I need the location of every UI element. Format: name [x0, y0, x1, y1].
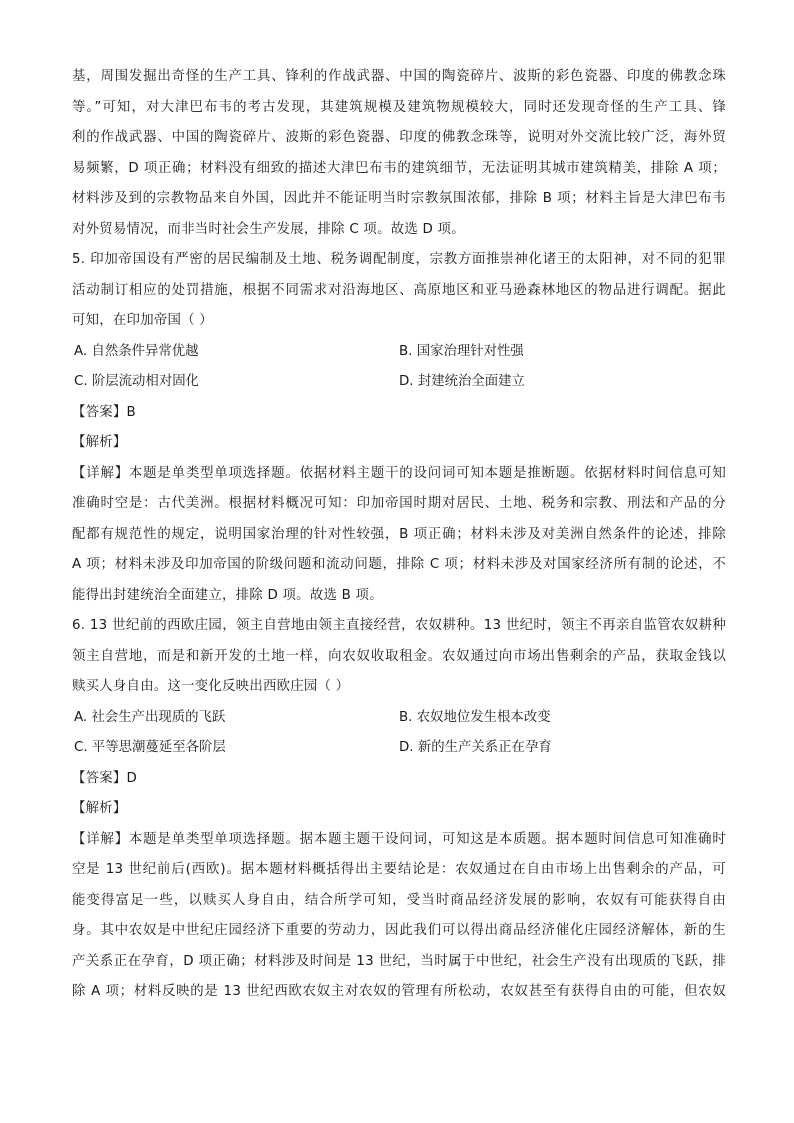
- option-c: C. 阶层流动相对固化: [74, 374, 199, 389]
- answer-label: 【答案】B: [72, 404, 136, 420]
- question-stem-line: 领主自营地，而是和新开发的土地一样，向农奴收取租金。农奴通过向市场出售剩余的产品，获取金钱以: [72, 648, 726, 664]
- detail-line: 产关系正在孕育，D 项正确；材料涉及时间是 13 世纪，当时属于中世纪，社会生产没有出现质的飞跃，排: [72, 953, 726, 969]
- option-a: A. 社会生产出现质的飞跃: [74, 709, 226, 725]
- document-page: [72, 62, 726, 1008]
- detail-line: 能得出封建统治全面建立，排除 D 项。故选 B 项。: [72, 587, 383, 603]
- detail-line: 【详解】本题是单类型单项选择题。依据材料主题干的设问词可知本题是推断题。依据材料时间信息可知: [72, 465, 726, 481]
- option-row: [72, 367, 726, 398]
- detail-line: 能变得富足一些，以赎买人身自由，结合所学可知，受当时商品经济发展的影响，农奴有可能获得自由: [72, 892, 726, 908]
- option-b: B. 国家治理针对性强: [399, 343, 524, 359]
- option-row: [72, 703, 726, 734]
- paragraph-line: 材料涉及到的宗教物品来自外国，因此并不能证明当时宗教氛围浓郁，排除 B 项；材料主旨是大津巴布韦: [72, 191, 726, 206]
- question-stem-line: 6. 13 世纪前的西欧庄园，领主自营地由领主直接经营，农奴耕种。13 世纪时，领主不再亲自监管农奴耕种: [72, 618, 726, 633]
- detail-line: 空是 13 世纪前后(西欧)。据本题材料概括得出主要结论是：农奴通过在自由市场上出售剩余的产品，可: [72, 862, 726, 877]
- answer-label: 【答案】D: [72, 770, 138, 786]
- option-d: D. 新的生产关系正在孕育: [399, 740, 552, 755]
- detail-line: A 项；材料未涉及印加帝国的阶级问题和流动问题，排除 C 项；材料未涉及对国家经济所有制的论述，不: [72, 557, 726, 572]
- option-a: A. 自然条件异常优越: [74, 343, 199, 359]
- analysis-label: 【解析】: [72, 435, 127, 450]
- option-row: [72, 337, 726, 368]
- option-b: B. 农奴地位发生根本改变: [399, 709, 551, 725]
- question-stem-line: 可知，在印加帝国（ ）: [72, 313, 213, 328]
- option-c: C. 平等思潮蔓延至各阶层: [74, 740, 226, 755]
- option-row: [72, 733, 726, 764]
- question-5: [72, 245, 726, 611]
- question-stem-line: 赎买人身自由。这一变化反映出西欧庄园（ ）: [72, 679, 350, 694]
- paragraph-line: 易频繁，D 项正确；材料没有细致的描述大津巴布韦的建筑细节，无法证明其城市建筑精美，排除 A 项；: [72, 160, 726, 176]
- detail-line: 准确时空是：古代美洲。根据材料概况可知：印加帝国时期对居民、土地、税务和宗教、刑法和产品的分: [72, 496, 726, 511]
- option-d: D. 封建统治全面建立: [399, 374, 525, 389]
- detail-line: 除 A 项；材料反映的是 13 世纪西欧农奴主对农奴的管理有所松动，农奴甚至有获得自由的可能，但农奴: [72, 984, 726, 999]
- analysis-label: 【解析】: [72, 801, 127, 816]
- detail-line: 配都有规范性的规定，说明国家治理的针对性较强，B 项正确；材料未涉及对美洲自然条件的论述，排除: [72, 526, 726, 542]
- paragraph-line: 对外贸易情况，而非当时社会生产发展，排除 C 项。故选 D 项。: [72, 221, 465, 237]
- paragraph-line: 利的作战武器、中国的陶瓷碎片、波斯的彩色瓷器、印度的佛教念珠等，说明对外交流比较广泛，海外贸: [72, 130, 726, 145]
- question-stem-line: 活动制订相应的处罚措施，根据不同需求对沿海地区、高原地区和亚马逊森林地区的物品进行调配。据此: [72, 282, 726, 298]
- q4-analysis-continuation: [72, 62, 726, 245]
- question-6: [72, 611, 726, 1008]
- detail-line: 【详解】本题是单类型单项选择题。据本题主题干设问词，可知这是本质题。据本题时间信息可知准确时: [72, 831, 726, 847]
- paragraph-line: 等。”可知，对大津巴布韦的考古发现，其建筑规模及建筑物规模较大，同时还发现奇怪的生产工具、锋: [72, 99, 726, 115]
- detail-line: 身。其中农奴是中世纪庄园经济下重要的劳动力，因此我们可以得出商品经济催化庄园经济解体，新的生: [72, 923, 726, 938]
- question-stem-line: 5. 印加帝国设有严密的居民编制及土地、税务调配制度，宗教方面推崇神化诸王的太阳神，对不同的犯罪: [72, 252, 726, 267]
- paragraph-line: 基，周围发掘出奇怪的生产工具、锋利的作战武器、中国的陶瓷碎片、波斯的彩色瓷器、印度的佛教念珠: [72, 69, 726, 84]
